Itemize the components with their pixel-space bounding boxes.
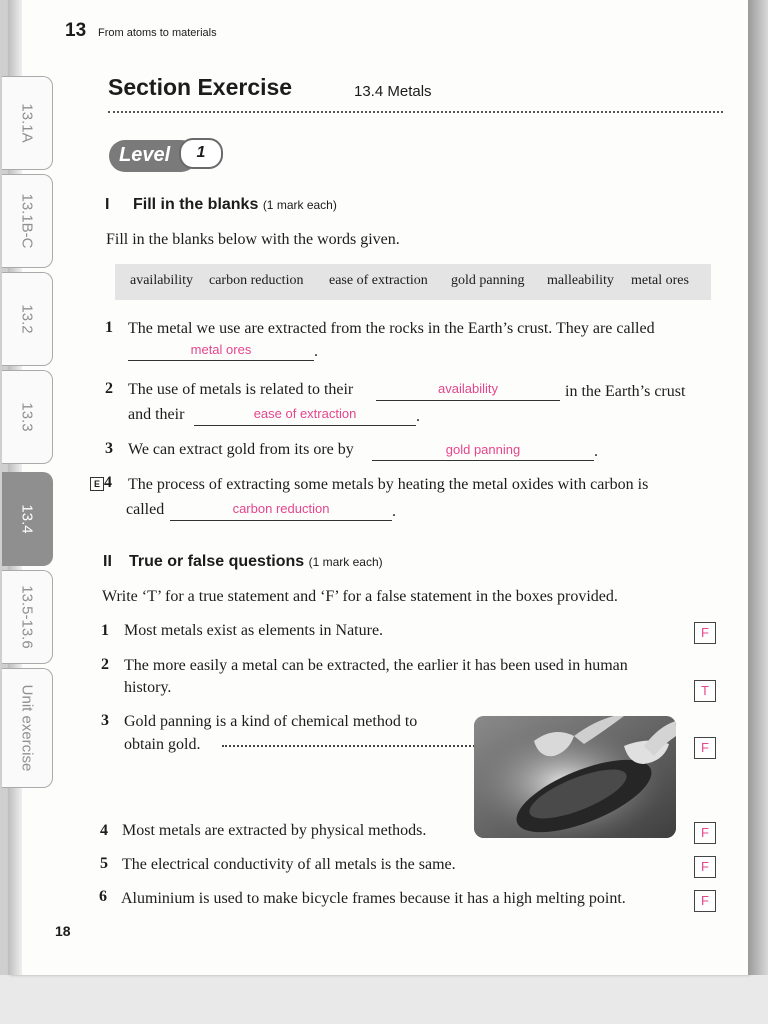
- tab-label: 13.1A: [18, 103, 36, 143]
- part2-marks: (1 mark each): [308, 555, 383, 569]
- word-bank-item: carbon reduction: [209, 273, 304, 288]
- page-number: 18: [55, 923, 71, 939]
- fill-q2-answer-a: availability: [438, 381, 498, 396]
- fill-q2-number: 2: [105, 380, 113, 397]
- tab-label: 13.2: [18, 304, 36, 334]
- tf-q5-box[interactable]: F: [694, 856, 716, 878]
- fill-q3-end: .: [594, 443, 598, 460]
- fill-q4-end: .: [392, 503, 396, 520]
- fill-q1-blank[interactable]: [128, 359, 314, 361]
- tab-unit-exercise[interactable]: [2, 668, 53, 788]
- fill-q2-text-b: in the Earth’s crust: [565, 383, 686, 400]
- part1-heading: [133, 196, 337, 214]
- part2-roman: II: [103, 553, 112, 570]
- tab-label: 13.1B-C: [18, 193, 36, 249]
- part2-title: True or false questions: [129, 553, 305, 570]
- fill-q3-number: 3: [105, 440, 113, 457]
- chapter-number: 13: [65, 20, 87, 41]
- chapter-title: From atoms to materials: [98, 27, 217, 39]
- tf-q6-number: 6: [99, 888, 107, 905]
- gold-panning-photo: [474, 716, 676, 838]
- tf-q3-text-a: Gold panning is a kind of chemical method to: [124, 713, 418, 730]
- fill-q2-blank-a[interactable]: [376, 399, 560, 401]
- fill-q3-blank[interactable]: [372, 459, 594, 461]
- tab-label: Unit exercise: [18, 684, 36, 772]
- tab-label: 13.3: [18, 402, 36, 432]
- section-title: Section Exercise: [108, 74, 293, 100]
- fill-q4-answer: carbon reduction: [232, 501, 330, 516]
- tf-q6-box[interactable]: F: [694, 890, 716, 912]
- tf-q1-text: Most metals exist as elements in Nature.: [124, 622, 384, 639]
- tf-q4-number: 4: [100, 822, 108, 839]
- word-bank-item: availability: [130, 273, 193, 288]
- tf-q3-number: 3: [101, 712, 109, 729]
- tab-13-1a[interactable]: [2, 76, 53, 170]
- tf-q2-text-a: The more easily a metal can be extracted, the earlier it has been used in human: [124, 657, 628, 674]
- tf-q3-text-b: obtain gold.: [124, 736, 201, 753]
- fill-q2-blank-b[interactable]: [194, 424, 416, 426]
- fill-q4-text-a: The process of extracting some metals by heating the metal oxides with carbon is: [128, 476, 649, 493]
- fill-q3-answer: gold panning: [445, 442, 521, 457]
- page-edge-shadow: [748, 0, 768, 975]
- fill-q1-answer: metal ores: [190, 342, 252, 357]
- word-bank-item: gold panning: [451, 273, 525, 288]
- word-bank-item: metal ores: [631, 273, 689, 288]
- fill-q2-text-c: and their: [128, 406, 185, 423]
- tab-label: 13.4: [18, 504, 36, 534]
- leader-dots: [222, 745, 486, 747]
- fill-q2-text-a: The use of metals is related to their: [128, 381, 354, 398]
- extension-icon: E: [90, 477, 104, 491]
- background-below-page: [0, 975, 768, 1024]
- part2-instruction: Write ‘T’ for a true statement and ‘F’ for a false statement in the boxes provided.: [102, 588, 618, 605]
- dotted-divider: [108, 111, 723, 113]
- workbook-page: [8, 0, 748, 975]
- tab-13-2[interactable]: [2, 272, 53, 366]
- tf-q5-number: 5: [100, 855, 108, 872]
- fill-q4-number: 4: [104, 474, 112, 491]
- tf-q2-number: 2: [101, 656, 109, 673]
- tf-q2-text-b: history.: [124, 679, 172, 696]
- level-label: Level: [119, 144, 171, 166]
- tf-q4-text: Most metals are extracted by physical methods.: [122, 822, 427, 839]
- section-subtitle: 13.4 Metals: [354, 83, 432, 100]
- tf-q6-text: Aluminium is used to make bicycle frames because it has a high melting point.: [121, 890, 626, 907]
- tab-13-1b-c[interactable]: [2, 174, 53, 268]
- fill-q4-text-b: called: [126, 501, 165, 518]
- fill-q3-text: We can extract gold from its ore by: [128, 441, 354, 458]
- fill-q2-end: .: [416, 408, 420, 425]
- part2-heading: [129, 553, 383, 571]
- fill-q4-blank[interactable]: [170, 519, 392, 521]
- fill-q1-text: The metal we use are extracted from the rocks in the Earth’s crust. They are called: [128, 320, 655, 337]
- tab-13-5-13-6[interactable]: [2, 570, 53, 664]
- part1-marks: (1 mark each): [262, 198, 337, 212]
- tf-q3-box[interactable]: F: [694, 737, 716, 759]
- fill-q2-answer-b: ease of extraction: [253, 406, 357, 421]
- tf-q1-number: 1: [101, 622, 109, 639]
- tab-13-3[interactable]: [2, 370, 53, 464]
- tf-q4-box[interactable]: F: [694, 822, 716, 844]
- word-bank-item: ease of extraction: [329, 273, 428, 288]
- tf-q1-box[interactable]: F: [694, 622, 716, 644]
- fill-q1-number: 1: [105, 319, 113, 336]
- part1-instruction: Fill in the blanks below with the words given.: [106, 231, 400, 248]
- tab-label: 13.5-13.6: [18, 585, 36, 649]
- part1-title: Fill in the blanks: [133, 196, 259, 213]
- word-bank-item: malleability: [547, 273, 614, 288]
- tf-q5-text: The electrical conductivity of all metals is the same.: [122, 856, 456, 873]
- level-number: 1: [179, 138, 223, 169]
- part1-roman: I: [105, 196, 110, 213]
- fill-q1-end: .: [314, 343, 318, 360]
- tf-q2-box[interactable]: T: [694, 680, 716, 702]
- tab-13-4[interactable]: [2, 472, 53, 566]
